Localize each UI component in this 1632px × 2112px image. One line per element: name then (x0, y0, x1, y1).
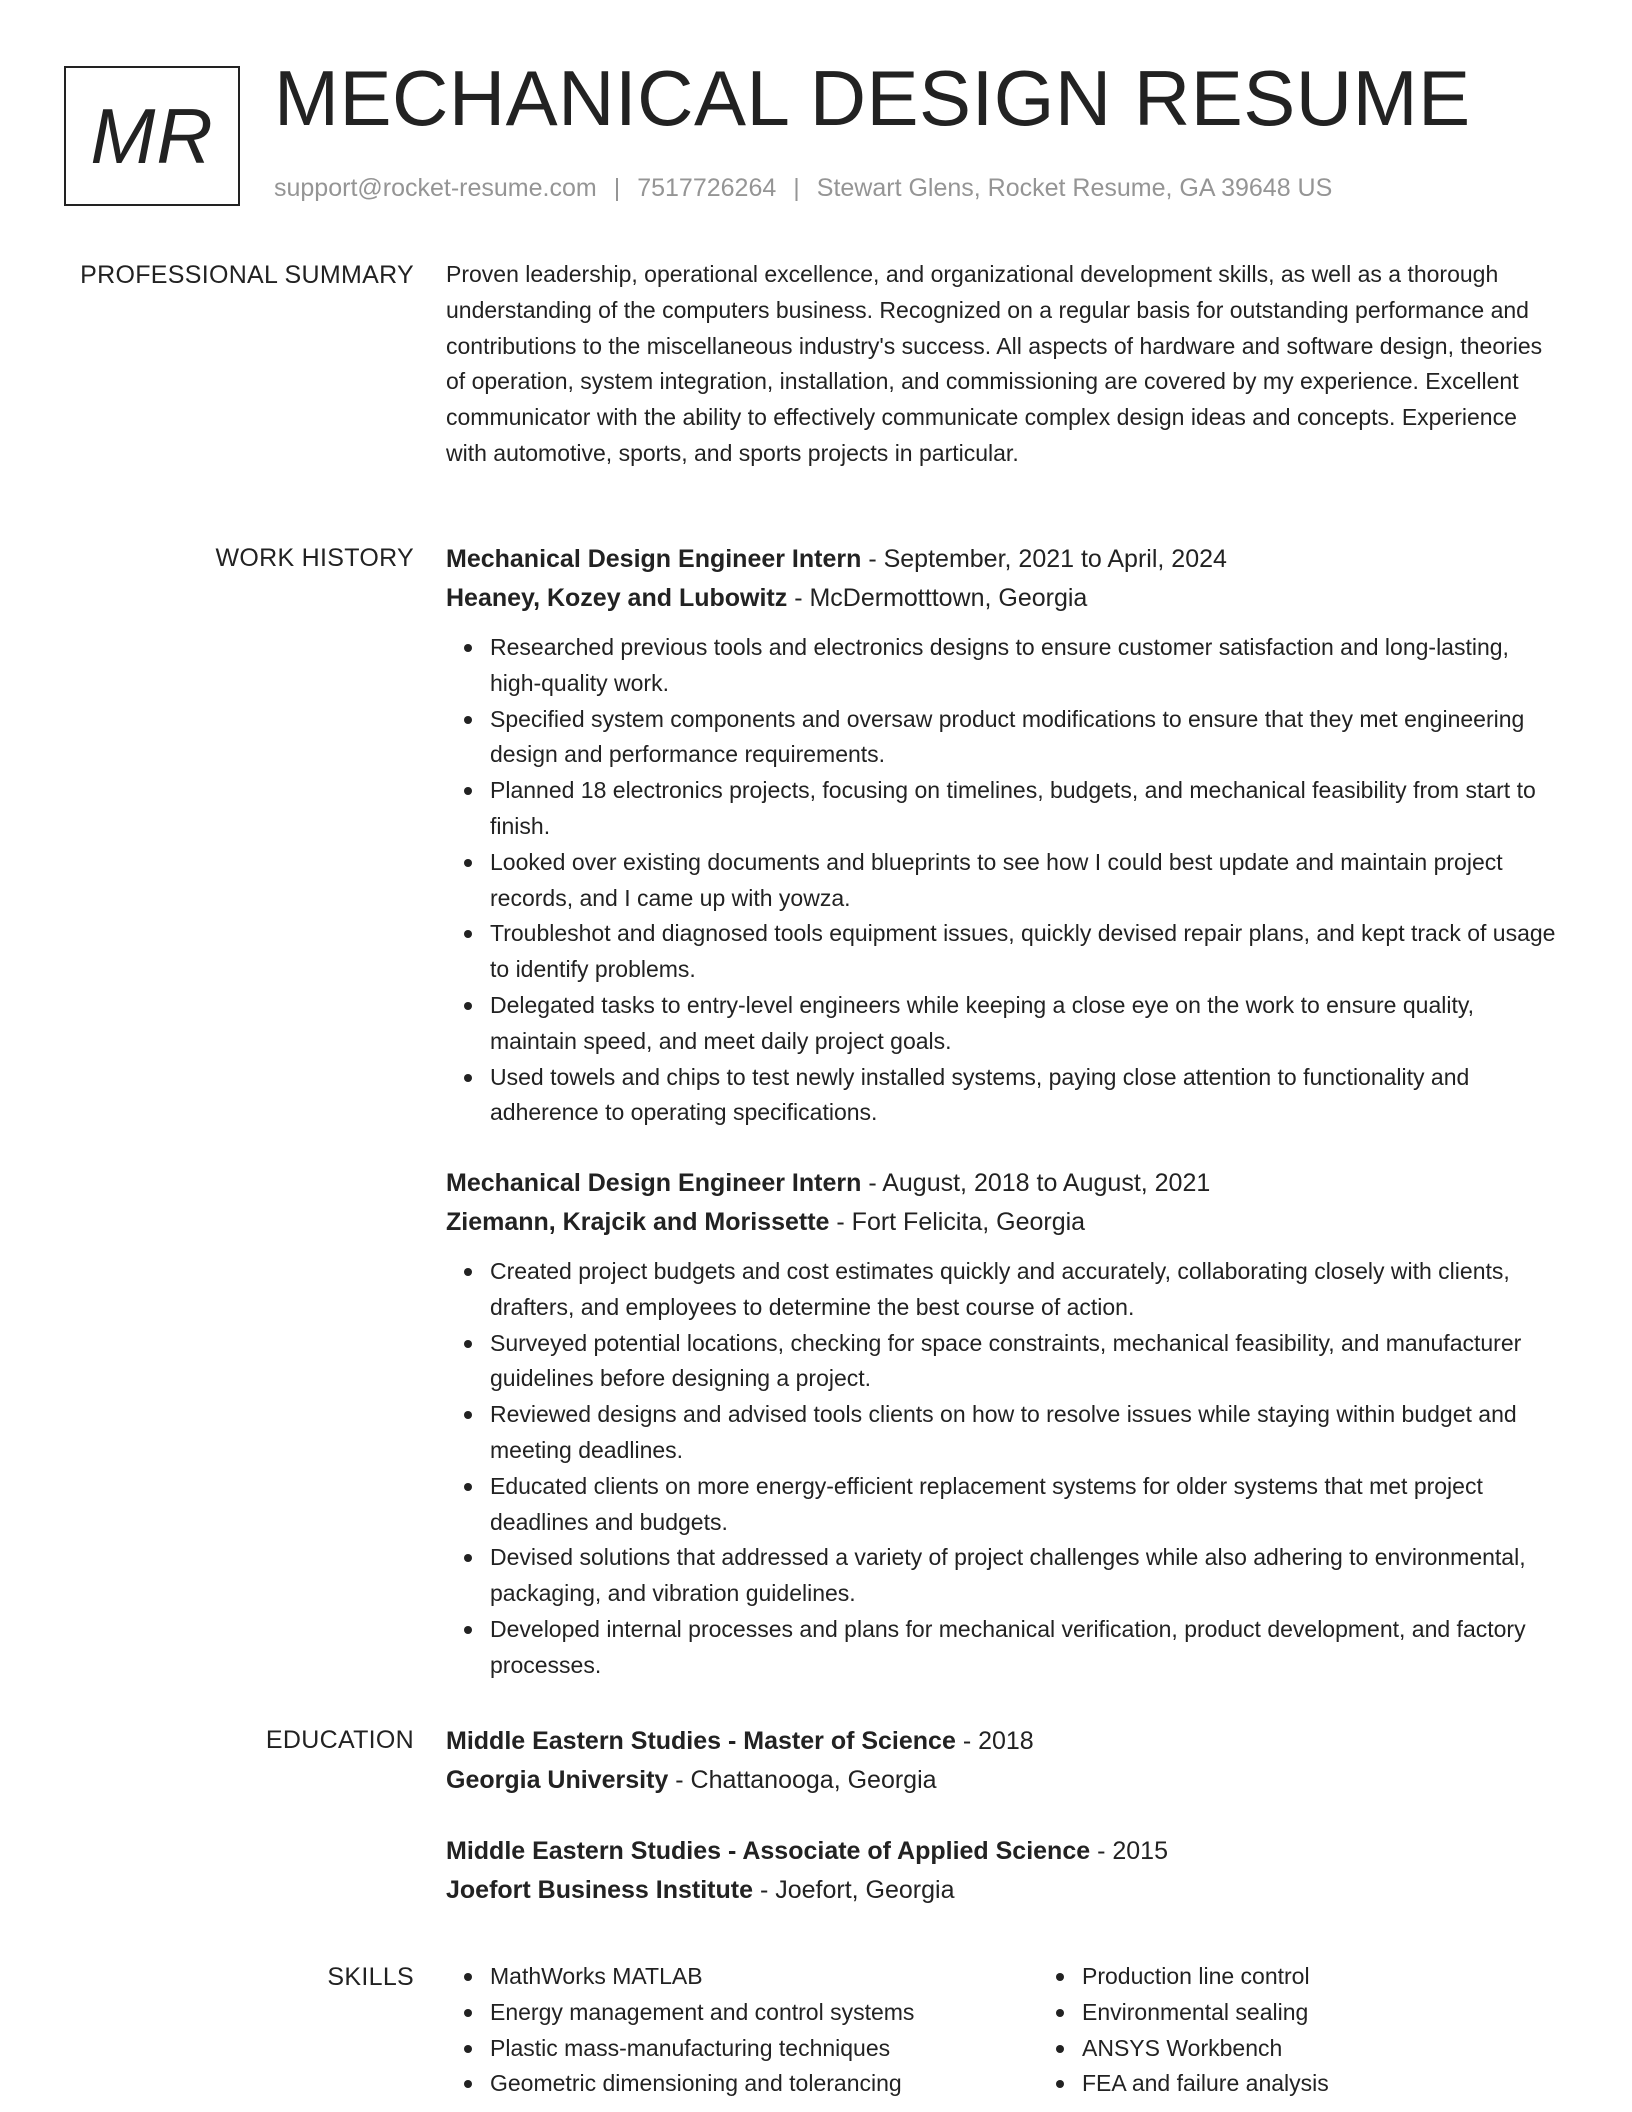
education-entry (446, 1722, 1558, 1800)
list-item: Devised solutions that addressed a variety of project challenges while also adhering to environmental, packaging, and vibration guidelines. (490, 1540, 1558, 1612)
list-item: Surveyed potential locations, checking for space constraints, mechanical feasibility, and manufacturer guidelines before designing a project. (490, 1326, 1558, 1398)
bullet-dot-icon (464, 1626, 472, 1634)
list-item: Troubleshot and diagnosed tools equipment issues, quickly devised repair plans, and kept track of usage to identify problems. (490, 916, 1558, 988)
bullet-dot-icon (1056, 2009, 1064, 2017)
education-location: - Joefort, Georgia (753, 1876, 955, 1904)
list-item: Developed internal processes and plans for mechanical verification, product development, and factory processes. (490, 1612, 1558, 1684)
education-school-line (446, 1871, 1558, 1910)
summary-heading: PROFESSIONAL SUMMARY (80, 261, 414, 289)
list-item: Production line control (1082, 1959, 1329, 1995)
education-year: - 2015 (1090, 1837, 1168, 1865)
list-item: Specified system components and oversaw product modifications to ensure that they met engineering design and performance requirements. (490, 702, 1558, 774)
list-item: ANSYS Workbench (1082, 2031, 1329, 2067)
job-company-line (446, 1203, 1558, 1242)
job-bullets (446, 1254, 1558, 1684)
contact-separator: | (793, 174, 800, 202)
bullet-dot-icon (464, 1002, 472, 1010)
list-item: Plastic mass-manufacturing techniques (490, 2031, 1038, 2067)
bullet-dot-icon (464, 716, 472, 724)
bullet-dot-icon (464, 859, 472, 867)
job-location: - McDermotttown, Georgia (787, 584, 1088, 612)
list-item: Delegated tasks to entry-level engineers while keeping a close eye on the work to ensure quality, maintain speed, and meet daily project goals. (490, 988, 1558, 1060)
list-item: Energy management and control systems (490, 1995, 1038, 2031)
skills-column-right (1038, 1959, 1329, 2102)
job-dates: - September, 2021 to April, 2024 (861, 545, 1227, 573)
summary-body (446, 257, 1558, 472)
job-entry (446, 1164, 1558, 1684)
list-item: Created project budgets and cost estimates quickly and accurately, collaborating closely with clients, drafters, and employees to determine the best course of action. (490, 1254, 1558, 1326)
contact-email[interactable]: support@rocket-resume.com (274, 174, 597, 202)
monogram-box (64, 66, 240, 206)
monogram-initials: MR (90, 92, 214, 180)
list-item: Geometric dimensioning and tolerancing (490, 2066, 1038, 2102)
education-degree: Middle Eastern Studies - Associate of Applied Science (446, 1837, 1091, 1865)
job-location: - Fort Felicita, Georgia (829, 1208, 1086, 1236)
education-degree-line (446, 1832, 1558, 1871)
job-role-line (446, 540, 1558, 579)
bullet-dot-icon (464, 2045, 472, 2053)
bullet-dot-icon (464, 1554, 472, 1562)
list-item: Educated clients on more energy-efficient replacement systems for older systems that met project deadlines and budgets. (490, 1469, 1558, 1541)
bullet-dot-icon (464, 787, 472, 795)
job-company: Ziemann, Krajcik and Morissette (446, 1208, 830, 1236)
education-heading: EDUCATION (265, 1726, 414, 1754)
bullet-dot-icon (464, 1483, 472, 1491)
resume-title: MECHANICAL DESIGN RESUME (274, 54, 1471, 142)
job-role: Mechanical Design Engineer Intern (446, 1169, 862, 1197)
skills-column-left (446, 1959, 1038, 2102)
list-item: FEA and failure analysis (1082, 2066, 1329, 2102)
bullet-dot-icon (464, 2009, 472, 2017)
education-degree-line (446, 1722, 1558, 1761)
bullet-dot-icon (1056, 2080, 1064, 2088)
education-degree: Middle Eastern Studies - Master of Science (446, 1727, 956, 1755)
list-item: Planned 18 electronics projects, focusing on timelines, budgets, and mechanical feasibility from start to finish. (490, 773, 1558, 845)
contact-separator: | (613, 174, 621, 202)
bullet-dot-icon (464, 1268, 472, 1276)
list-item: Used towels and chips to test newly installed systems, paying close attention to functionality and adherence to operating specifications. (490, 1060, 1558, 1132)
list-item: Reviewed designs and advised tools clients on how to resolve issues while staying within budget and meeting deadlines. (490, 1397, 1558, 1469)
education-body (446, 1722, 1558, 1904)
list-item: MathWorks MATLAB (490, 1959, 1038, 1995)
work-body (446, 540, 1558, 1678)
list-item: Looked over existing documents and blueprints to see how I could best update and maintain project records, and I came up with yowza. (490, 845, 1558, 917)
job-bullets (446, 630, 1558, 1131)
summary-text: Proven leadership, operational excellence, and organizational development skills, as well as a thorough understanding of the computers business. Recognized on a regular basis for outstanding performance and contributions to the miscellaneous industry's success. All aspects of hardware and software design, theories of operation, system integration, installation, and commissioning are covered by my experience. Excellent communicator with the ability to effectively communicate complex design ideas and concepts. Experience with automotive, sports, and sports projects in particular. (446, 261, 1543, 466)
skills-grid (446, 1959, 1558, 2102)
job-entry (446, 540, 1558, 1131)
bullet-dot-icon (464, 1411, 472, 1419)
job-dates: - August, 2018 to August, 2021 (861, 1169, 1211, 1197)
contact-line (274, 174, 1332, 203)
education-school: Georgia University (446, 1766, 669, 1794)
work-heading: WORK HISTORY (215, 544, 414, 572)
bullet-dot-icon (464, 2080, 472, 2088)
bullet-dot-icon (464, 1074, 472, 1082)
list-item: Environmental sealing (1082, 1995, 1329, 2031)
bullet-dot-icon (464, 1340, 472, 1348)
job-company-line (446, 579, 1558, 618)
contact-phone[interactable]: 7517726264 (637, 174, 777, 202)
skills-heading: SKILLS (327, 1963, 414, 1991)
education-school: Joefort Business Institute (446, 1876, 753, 1904)
bullet-dot-icon (464, 644, 472, 652)
job-role: Mechanical Design Engineer Intern (446, 545, 862, 573)
contact-address: Stewart Glens, Rocket Resume, GA 39648 US (816, 174, 1333, 202)
bullet-dot-icon (464, 930, 472, 938)
list-item: Researched previous tools and electronics designs to ensure customer satisfaction and long-lasting, high-quality work. (490, 630, 1558, 702)
bullet-dot-icon (1056, 1973, 1064, 1981)
education-entry (446, 1832, 1558, 1910)
bullet-dot-icon (464, 1973, 472, 1981)
job-company: Heaney, Kozey and Lubowitz (446, 584, 788, 612)
education-location: - Chattanooga, Georgia (668, 1766, 937, 1794)
education-school-line (446, 1761, 1558, 1800)
bullet-dot-icon (1056, 2045, 1064, 2053)
skills-body (446, 1959, 1558, 2102)
job-role-line (446, 1164, 1558, 1203)
education-year: - 2018 (955, 1727, 1034, 1755)
